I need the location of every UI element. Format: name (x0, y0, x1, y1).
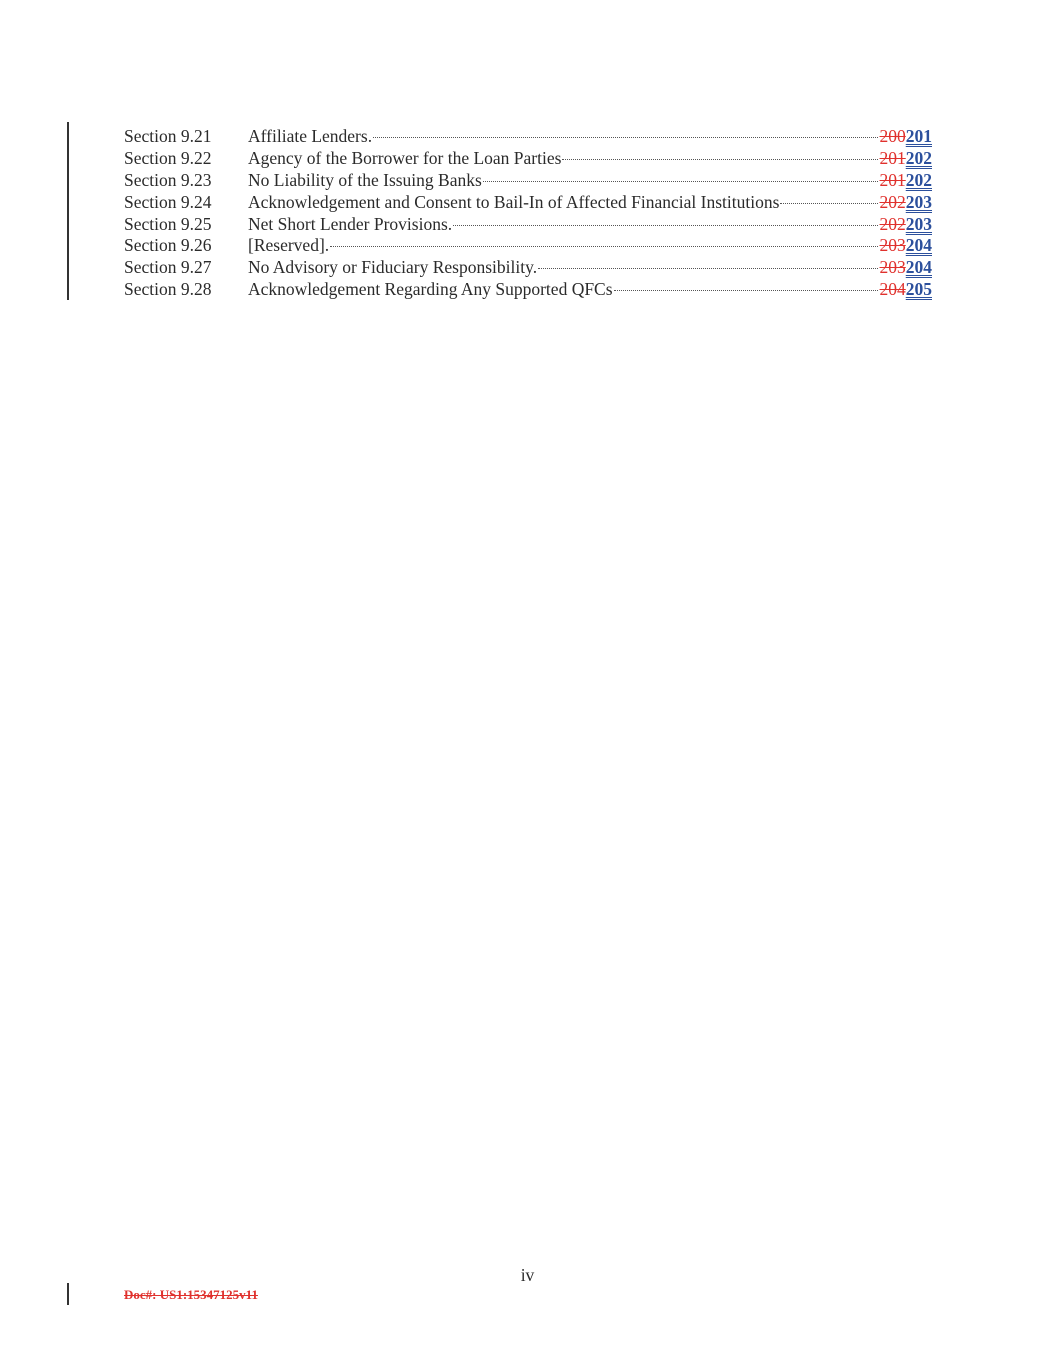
section-title: Acknowledgement Regarding Any Supported QFCs (248, 279, 613, 300)
deleted-page-number: 202 (879, 213, 906, 234)
inserted-page-number[interactable]: 201 (905, 126, 932, 146)
dot-leader (614, 290, 878, 291)
section-title: Net Short Lender Provisions. (248, 213, 453, 234)
dot-leader (780, 203, 877, 204)
deleted-page-number: 203 (879, 257, 906, 278)
toc-row[interactable] (124, 148, 932, 170)
deleted-page-number: 201 (879, 169, 906, 190)
toc-row[interactable] (124, 257, 932, 279)
toc-row[interactable] (124, 192, 932, 214)
inserted-page-number[interactable]: 203 (905, 213, 932, 234)
inserted-page-number[interactable]: 204 (905, 257, 932, 278)
section-number: Section 9.26 (124, 235, 212, 256)
section-number: Section 9.27 (124, 257, 212, 278)
dot-leader (453, 225, 877, 226)
section-title: [Reserved]. (248, 235, 330, 256)
page-number: iv (520, 1265, 535, 1285)
section-title: Acknowledgement and Consent to Bail-In of Affected Financial Institutions (248, 191, 780, 212)
section-number: Section 9.25 (124, 213, 212, 234)
toc-row[interactable] (124, 170, 932, 192)
inserted-page-number[interactable]: 205 (905, 279, 932, 300)
inserted-page-number[interactable]: 202 (905, 147, 932, 168)
toc-row[interactable] (124, 126, 932, 148)
deleted-page-number: 204 (879, 279, 906, 300)
deleted-page-number: 201 (879, 147, 906, 168)
section-title: No Liability of the Issuing Banks (248, 169, 482, 190)
toc-row[interactable] (124, 279, 932, 301)
toc-row[interactable] (124, 214, 932, 236)
dot-leader (330, 246, 877, 247)
section-number: Section 9.24 (124, 191, 212, 212)
document-id: Doc#: US1:15347125v11 (124, 1287, 258, 1302)
page-ref (880, 279, 933, 301)
dot-leader (483, 181, 878, 182)
section-number: Section 9.22 (124, 147, 212, 168)
inserted-page-number[interactable]: 204 (905, 235, 932, 256)
page-ref (880, 126, 933, 148)
dot-leader (373, 137, 877, 138)
page-ref (880, 170, 933, 192)
deleted-page-number: 203 (879, 235, 906, 256)
change-bar-footer (67, 1283, 69, 1305)
section-number: Section 9.21 (124, 126, 212, 146)
section-number: Section 9.28 (124, 279, 212, 300)
page-ref (880, 257, 933, 279)
table-of-contents (124, 126, 932, 301)
deleted-page-number: 202 (879, 191, 906, 212)
section-title: Agency of the Borrower for the Loan Parties (248, 147, 562, 168)
dot-leader (538, 268, 877, 269)
dot-leader (562, 159, 877, 160)
page-ref (880, 214, 933, 236)
inserted-page-number[interactable]: 203 (905, 191, 932, 212)
section-number: Section 9.23 (124, 169, 212, 190)
page-ref (880, 192, 933, 214)
change-bar-toc (67, 122, 69, 300)
inserted-page-number[interactable]: 202 (905, 169, 932, 190)
deleted-page-number: 200 (879, 126, 906, 146)
page-ref (880, 235, 933, 257)
section-title: Affiliate Lenders. (248, 126, 373, 146)
page-ref (880, 148, 933, 170)
section-title: No Advisory or Fiduciary Responsibility. (248, 257, 538, 278)
toc-row[interactable] (124, 235, 932, 257)
